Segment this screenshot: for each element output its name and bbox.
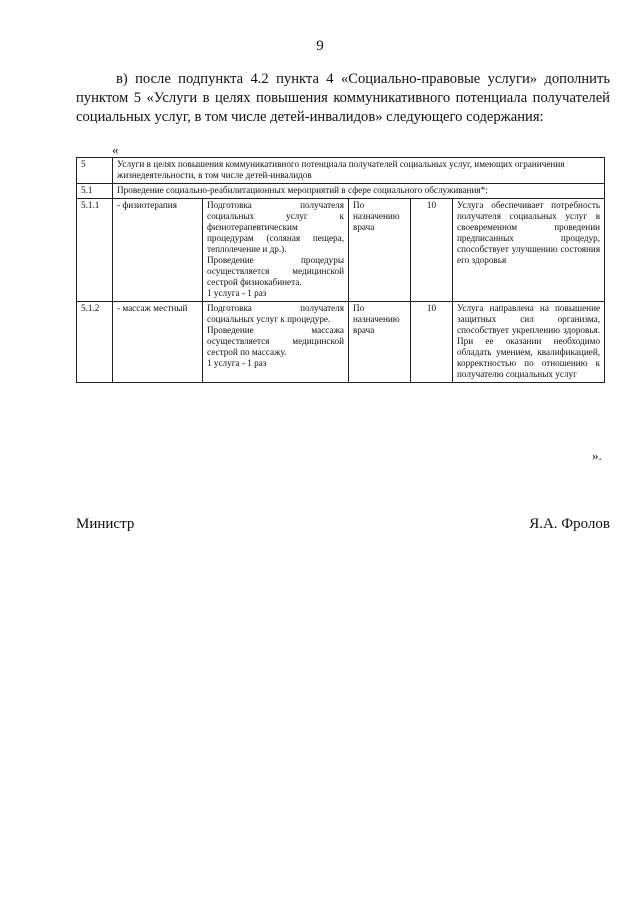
table-row-subsection-5-1 — [77, 184, 605, 199]
section-title: Услуги в целях повышения коммуникативного потенциала получателей социальных услуг, имеющих ограничения жизнедеятельности, в том числе детей-инвалидов — [113, 158, 605, 184]
subsection-number: 5.1 — [77, 184, 113, 199]
service-time: 10 — [411, 199, 453, 302]
table-row — [77, 199, 605, 302]
service-time: 10 — [411, 302, 453, 383]
description-paragraph: Подготовка получателя социальных услуг к процедуре. — [207, 303, 344, 324]
service-name: - физиотерапия — [113, 199, 203, 302]
service-term: По назначению врача — [349, 199, 411, 302]
service-name: - массаж местный — [113, 302, 203, 383]
section-number: 5 — [77, 158, 113, 184]
service-number: 5.1.2 — [77, 302, 113, 383]
subsection-title: Проведение социально-реабилитационных мероприятий в сфере социального обслуживания*: — [113, 184, 605, 199]
service-description — [203, 199, 349, 302]
service-result: Услуга обеспечивает потребность получателя социальных услуг в своевременном проведении предписанных процедур, способствует улучшению состояния его здоровья — [453, 199, 605, 302]
description-paragraph: Проведение процедуры осуществляется медицинской сестрой физиокабинета. — [207, 255, 344, 287]
table-row-section-5 — [77, 158, 605, 184]
table-row — [77, 302, 605, 383]
services-table — [76, 157, 605, 383]
signatory-position: Министр — [76, 516, 135, 532]
description-paragraph: 1 услуга - 1 раз — [207, 288, 267, 298]
page-number: 9 — [316, 38, 324, 54]
service-result: Услуга направлена на повышение защитных сил организма, способствует укреплению здоровья. При ее оказании необходимо обладать умением, квалификацией, корректностью по отношению к получателю социальных услуг — [453, 302, 605, 383]
service-number: 5.1.1 — [77, 199, 113, 302]
amendment-intro-paragraph: в) после подпункта 4.2 пункта 4 «Социально-правовые услуги» дополнить пунктом 5 «Услуги в целях повышения коммуникативного потенциала получателей социальных услуг, в том числе детей-инвалидов» следующего содержания: — [76, 71, 610, 125]
description-paragraph: Подготовка получателя социальных услуг к физиотерапевтическим процедурам (соляная пещера, теплолечение и др.). — [207, 200, 344, 254]
description-paragraph: 1 услуга - 1 раз — [207, 358, 267, 368]
service-term: По назначению врача — [349, 302, 411, 383]
description-paragraph: Проведение массажа осуществляется медицинской сестрой по массажу. — [207, 325, 344, 357]
closing-quote: ». — [592, 448, 602, 463]
service-description — [203, 302, 349, 383]
signatory-name: Я.А. Фролов — [529, 516, 610, 532]
opening-quote: « — [112, 142, 119, 157]
